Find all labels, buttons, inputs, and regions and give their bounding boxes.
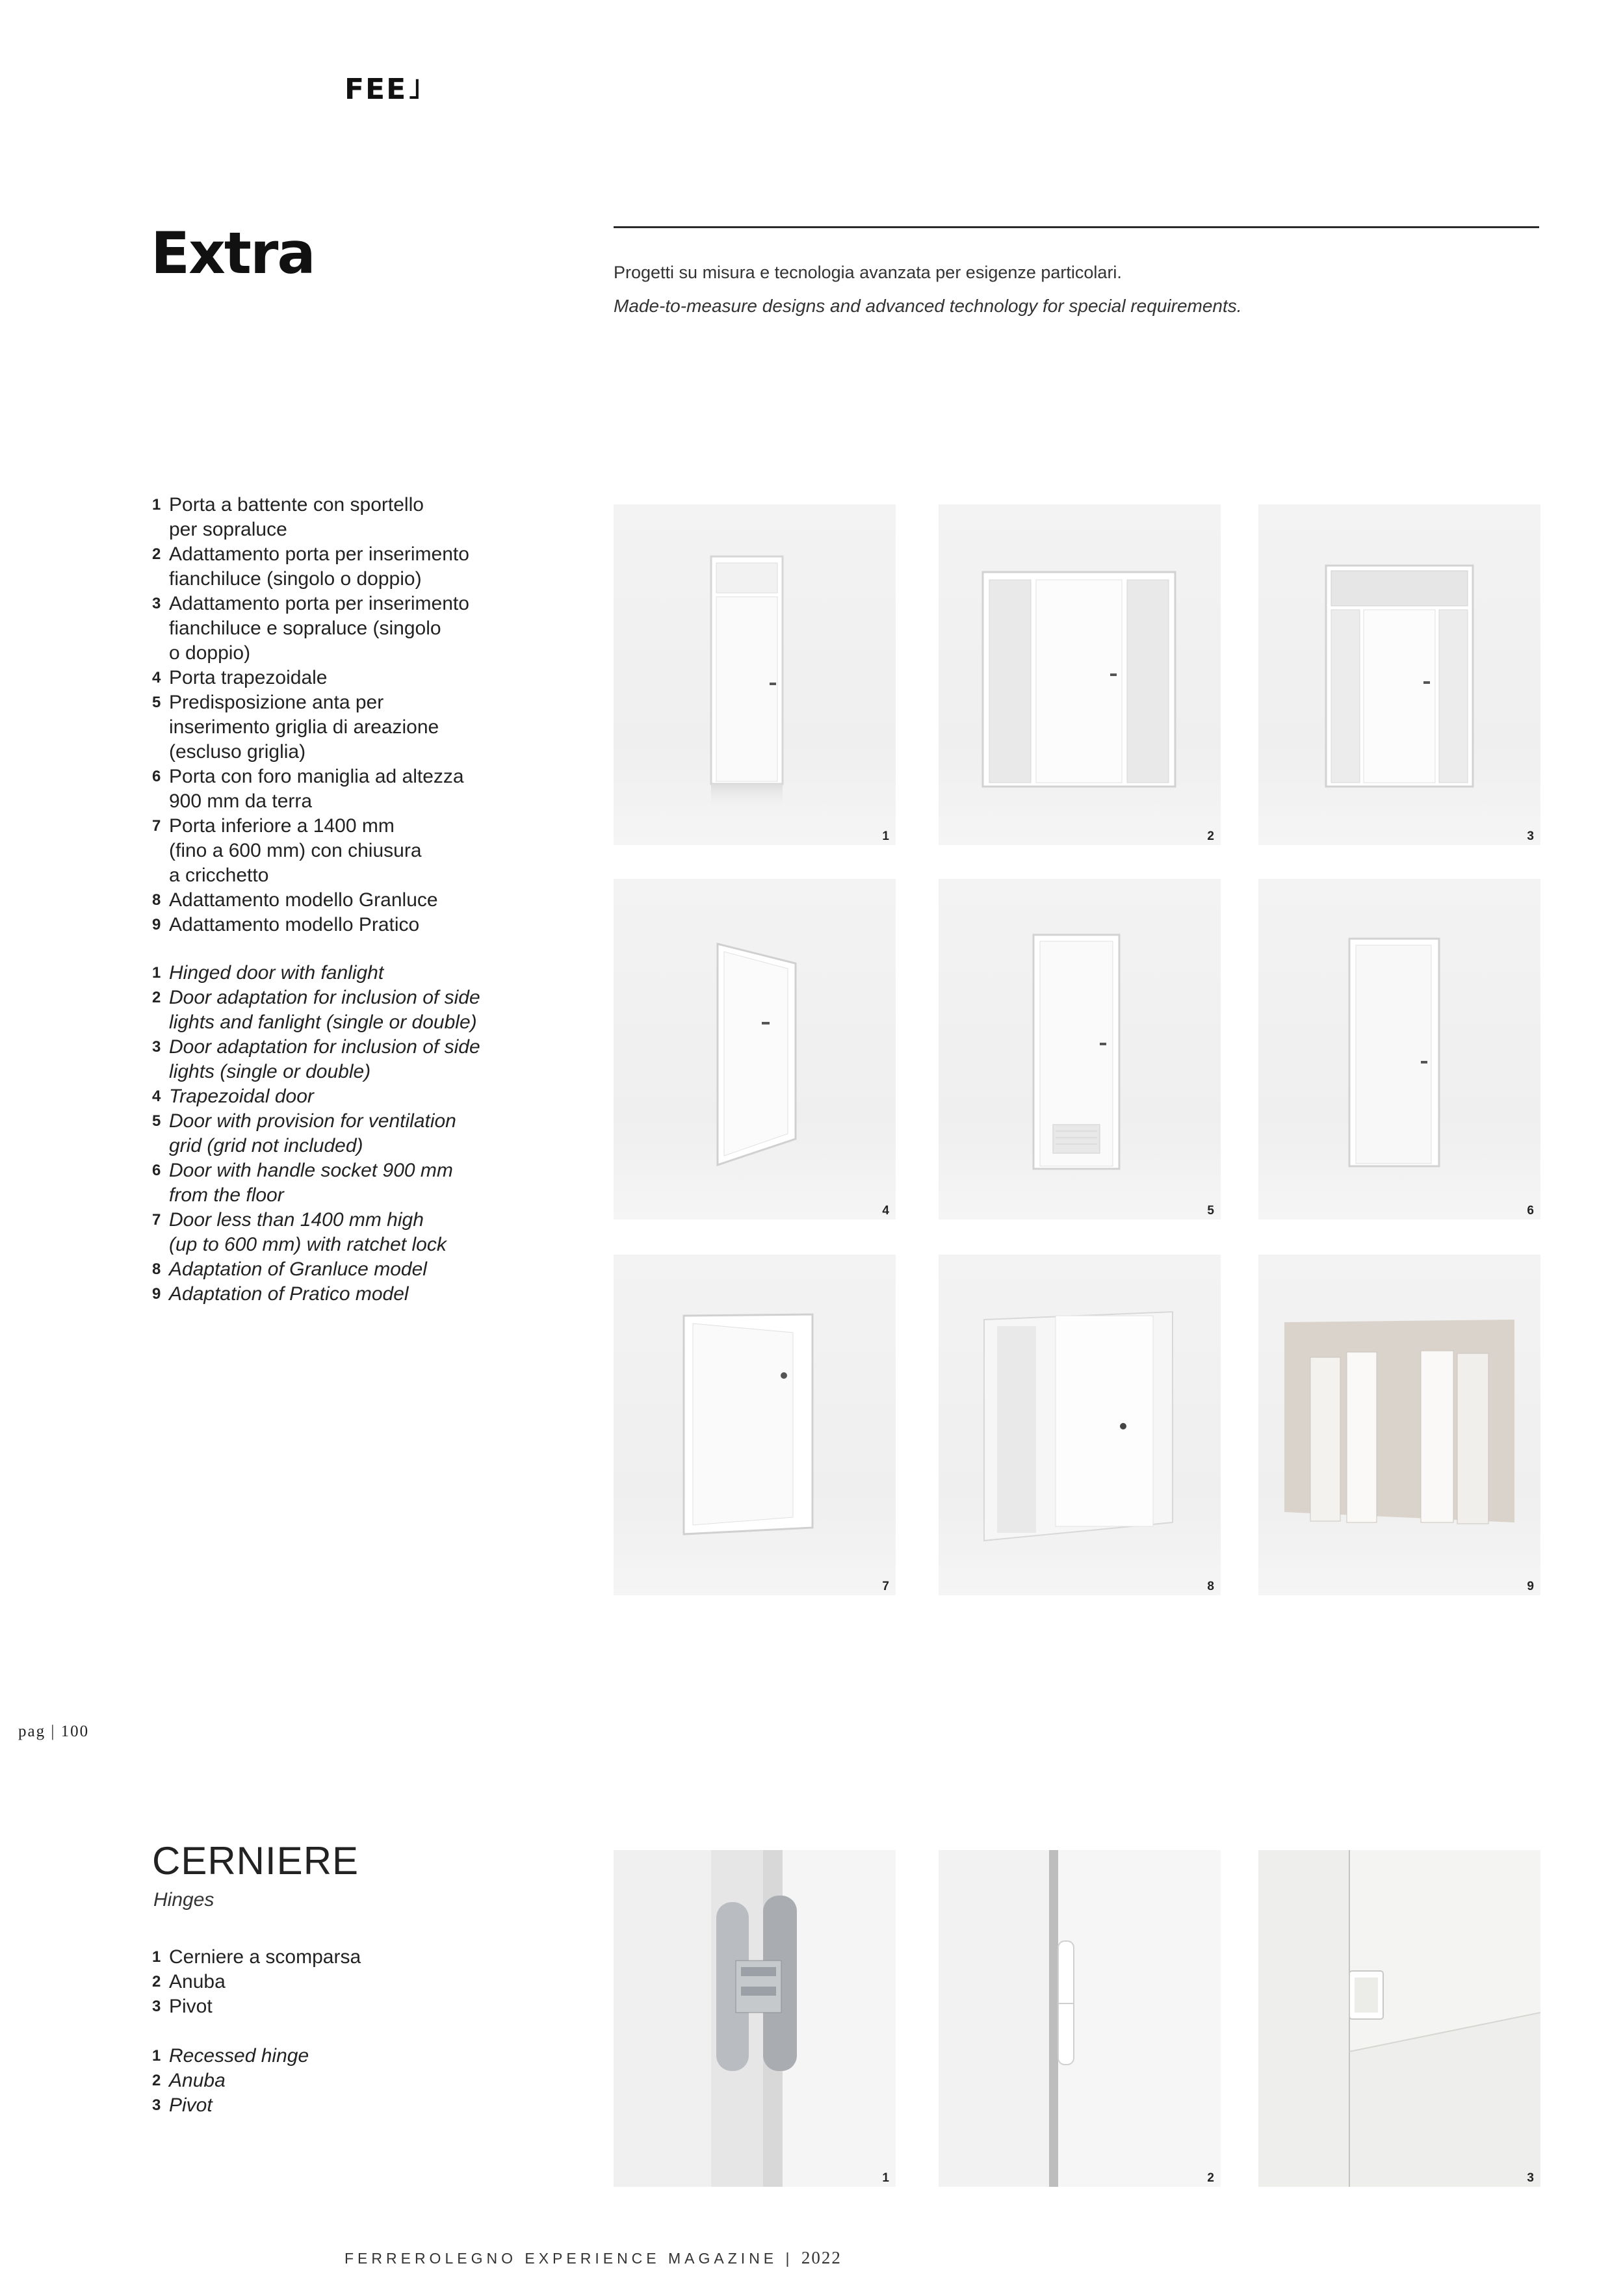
item-text-line: grid (grid not included) [169, 1135, 363, 1156]
item-text-line: (fino a 600 mm) con chiusura [169, 840, 422, 861]
hinges-list-italian [152, 1945, 425, 2019]
hinge-image-3 [1258, 1850, 1540, 2187]
feature-list-english [152, 961, 516, 1307]
hinge-image-2 [939, 1850, 1221, 2187]
item-text-line: from the floor [169, 1184, 284, 1206]
magazine-footer [344, 2248, 842, 2268]
list-item [152, 1158, 516, 1208]
footer-separator: | [777, 2250, 801, 2267]
image-number: 4 [882, 1204, 889, 1218]
item-number: 2 [152, 2072, 161, 2089]
hinge-image-1 [614, 1850, 896, 2187]
brand-logo: FEE˩ [344, 73, 423, 106]
image-number: 3 [1527, 2171, 1534, 2185]
door-image-9 [1258, 1255, 1540, 1595]
item-text-line: 900 mm da terra [169, 790, 313, 812]
item-number: 7 [152, 817, 161, 835]
footer-year: 2022 [801, 2248, 842, 2267]
item-text: Pivot [169, 1996, 213, 2017]
item-number: 8 [152, 1260, 161, 1278]
item-text: Recessed hinge [169, 2045, 309, 2067]
list-item [152, 1084, 516, 1109]
subtitle-english: Made-to-measure designs and advanced technology for special requirements. [614, 296, 1242, 316]
item-text-line: Trapezoidal door [169, 1086, 314, 1107]
item-number: 6 [152, 1162, 161, 1179]
item-number: 4 [152, 669, 161, 686]
item-text-line: lights and fanlight (single or double) [169, 1011, 477, 1033]
list-item [152, 2093, 425, 2118]
list-item [152, 1282, 516, 1307]
item-number: 9 [152, 1285, 161, 1303]
item-number: 7 [152, 1211, 161, 1229]
item-text: Anuba [169, 1971, 226, 1992]
item-number: 2 [152, 989, 161, 1006]
item-number: 3 [152, 595, 161, 612]
item-text-line: Adaptation of Granluce model [169, 1259, 427, 1280]
item-text-line: lights (single or double) [169, 1061, 371, 1082]
image-number: 2 [1207, 829, 1214, 843]
list-item [152, 913, 516, 937]
image-number: 2 [1207, 2171, 1214, 2185]
list-item [152, 985, 516, 1035]
item-number: 2 [152, 1973, 161, 1990]
item-number: 5 [152, 1112, 161, 1130]
item-text-line: (up to 600 mm) with ratchet lock [169, 1234, 447, 1255]
item-text-line: Door with handle socket 900 mm [169, 1160, 453, 1181]
image-number: 7 [882, 1580, 889, 1593]
item-number: 1 [152, 2047, 161, 2065]
list-item [152, 814, 516, 888]
list-item [152, 493, 516, 542]
title-divider [614, 226, 1539, 228]
hinges-subtitle: Hinges [153, 1889, 214, 1911]
item-text-line: Adattamento porta per inserimento [169, 543, 469, 565]
image-number: 9 [1527, 1580, 1534, 1593]
image-number: 6 [1527, 1204, 1534, 1218]
list-item [152, 1994, 425, 2019]
item-number: 3 [152, 1998, 161, 2015]
item-text-line: Porta con foro maniglia ad altezza [169, 766, 464, 787]
footer-text: FERREROLEGNO EXPERIENCE MAGAZINE [344, 2250, 778, 2267]
item-text-line: Adaptation of Pratico model [169, 1283, 409, 1305]
list-item [152, 1945, 425, 1970]
item-text-line: Adattamento porta per inserimento [169, 593, 469, 614]
image-number: 3 [1527, 829, 1534, 843]
list-item [152, 1208, 516, 1257]
item-number: 1 [152, 1948, 161, 1966]
list-item [152, 1109, 516, 1158]
door-image-3 [1258, 504, 1540, 845]
door-image-8 [939, 1255, 1221, 1595]
item-number: 3 [152, 2096, 161, 2114]
item-text-line: per sopraluce [169, 519, 287, 540]
item-number: 4 [152, 1088, 161, 1105]
feature-list-italian [152, 493, 516, 937]
hinges-list-english [152, 2044, 425, 2118]
item-text-line: inserimento griglia di areazione [169, 716, 439, 738]
item-text-line: Hinged door with fanlight [169, 962, 384, 984]
item-number: 6 [152, 768, 161, 785]
item-text-line: Door adaptation for inclusion of side [169, 1036, 480, 1058]
list-item [152, 1257, 516, 1282]
door-image-7 [614, 1255, 896, 1595]
item-number: 1 [152, 496, 161, 514]
hinges-title: CERNIERE [152, 1839, 359, 1883]
image-number: 1 [882, 829, 889, 843]
item-text: Pivot [169, 2094, 213, 2116]
item-number: 2 [152, 545, 161, 563]
item-text-line: (escluso griglia) [169, 741, 306, 763]
image-number: 8 [1207, 1580, 1214, 1593]
door-image-5 [939, 879, 1221, 1220]
item-text-line: fianchiluce (singolo o doppio) [169, 568, 422, 590]
item-text-line: o doppio) [169, 642, 251, 664]
image-number: 5 [1207, 1204, 1214, 1218]
item-text-line: Adattamento modello Granluce [169, 889, 438, 911]
list-item [152, 888, 516, 913]
item-text-line: Adattamento modello Pratico [169, 914, 420, 935]
door-image-6 [1258, 879, 1540, 1220]
item-text-line: a cricchetto [169, 865, 269, 886]
item-number: 1 [152, 964, 161, 982]
door-image-1 [614, 504, 896, 845]
item-number: 3 [152, 1038, 161, 1056]
item-text-line: Porta trapezoidale [169, 667, 328, 688]
item-text-line: Predisposizione anta per [169, 692, 384, 713]
item-number: 9 [152, 916, 161, 933]
door-image-2 [939, 504, 1221, 845]
item-text-line: Door with provision for ventilation [169, 1110, 456, 1132]
item-text-line: Door less than 1400 mm high [169, 1209, 424, 1231]
item-text-line: Door adaptation for inclusion of side [169, 987, 480, 1008]
list-item [152, 1035, 516, 1084]
door-image-4 [614, 879, 896, 1220]
item-number: 5 [152, 694, 161, 711]
item-text: Cerniere a scomparsa [169, 1946, 361, 1968]
subtitle-italian: Progetti su misura e tecnologia avanzata per esigenze particolari. [614, 263, 1122, 282]
item-number: 8 [152, 891, 161, 909]
list-item [152, 690, 516, 764]
list-item [152, 2068, 425, 2093]
list-item [152, 542, 516, 592]
item-text-line: fianchiluce e sopraluce (singolo [169, 618, 441, 639]
page-title: Extra [151, 220, 315, 287]
item-text: Anuba [169, 2070, 226, 2091]
image-number: 1 [882, 2171, 889, 2185]
item-text-line: Porta a battente con sportello [169, 494, 424, 515]
list-item [152, 1970, 425, 1994]
list-item [152, 666, 516, 690]
list-item [152, 764, 516, 814]
item-text-line: Porta inferiore a 1400 mm [169, 815, 395, 837]
page-number: pag | 100 [18, 1723, 90, 1740]
list-item [152, 2044, 425, 2068]
list-item [152, 961, 516, 985]
list-item [152, 592, 516, 666]
